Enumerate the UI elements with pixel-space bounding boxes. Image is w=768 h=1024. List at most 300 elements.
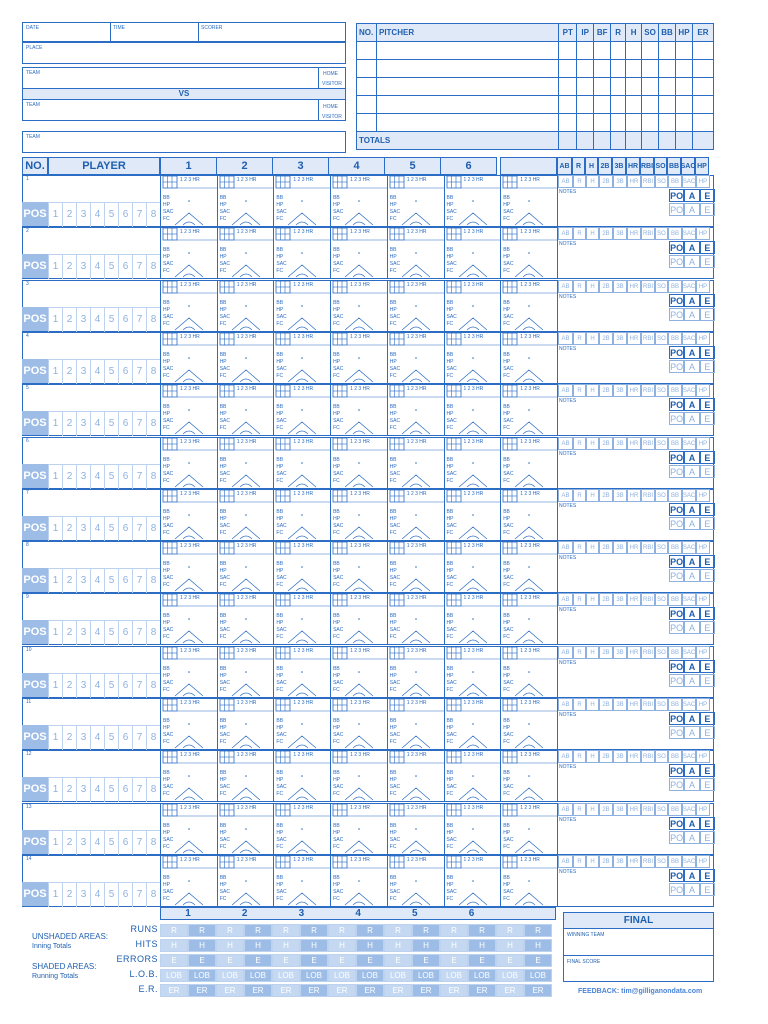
at-bat-cell[interactable]: [273, 855, 329, 907]
at-bat-cell[interactable]: [273, 541, 329, 593]
pitcher-cell[interactable]: [594, 78, 611, 96]
at-bat-cell[interactable]: [387, 332, 443, 384]
totals-cell[interactable]: ER: [272, 984, 300, 997]
pitcher-total-cell[interactable]: [626, 132, 642, 150]
pitcher-cell[interactable]: [594, 114, 611, 132]
totals-cell[interactable]: H: [468, 939, 496, 952]
pos-digit-4[interactable]: 4: [90, 465, 104, 489]
stat-cell-sac[interactable]: SAC: [682, 593, 696, 606]
stat-cell-r[interactable]: R: [573, 750, 586, 763]
stat-cell-ab[interactable]: AB: [558, 541, 573, 554]
stat-cell-rbi[interactable]: RBI: [641, 437, 655, 450]
stat-cell-3b[interactable]: 3B: [613, 698, 627, 711]
at-bat-cell[interactable]: [160, 489, 216, 541]
totals-cell[interactable]: R: [300, 924, 328, 937]
pitcher-cell[interactable]: [559, 114, 577, 132]
totals-cell[interactable]: E: [160, 954, 188, 967]
at-bat-cell[interactable]: [160, 437, 216, 489]
pos-digit-8[interactable]: 8: [146, 308, 160, 332]
po-a-e-cell-po[interactable]: PO: [670, 676, 684, 686]
pos-digit-1[interactable]: 1: [48, 203, 62, 227]
stat-cell-h[interactable]: H: [586, 593, 599, 606]
stat-cell-r[interactable]: R: [573, 175, 586, 188]
pos-digit-4[interactable]: 4: [90, 255, 104, 279]
at-bat-cell[interactable]: [330, 437, 386, 489]
pos-digit-5[interactable]: 5: [104, 726, 118, 750]
pitcher-cell[interactable]: [376, 114, 558, 132]
stat-cell-r[interactable]: R: [573, 593, 586, 606]
winning-team-field[interactable]: [564, 929, 713, 956]
at-bat-cell[interactable]: [387, 489, 443, 541]
totals-cell[interactable]: LOB: [160, 969, 188, 982]
at-bat-cell[interactable]: [500, 593, 556, 645]
pos-digit-3[interactable]: 3: [76, 621, 90, 645]
at-bat-cell[interactable]: [273, 803, 329, 855]
totals-cell[interactable]: ER: [188, 984, 216, 997]
pos-digit-3[interactable]: 3: [76, 778, 90, 802]
po-a-e-cell-po[interactable]: PO: [670, 362, 684, 372]
at-bat-cell[interactable]: [273, 227, 329, 279]
pos-digit-4[interactable]: 4: [90, 674, 104, 698]
stat-cell-sac[interactable]: SAC: [682, 437, 696, 450]
pos-digit-6[interactable]: 6: [118, 360, 132, 384]
totals-cell[interactable]: H: [188, 939, 216, 952]
at-bat-cell[interactable]: [330, 646, 386, 698]
stat-cell-bb[interactable]: BB: [668, 489, 682, 502]
pitcher-cell[interactable]: [577, 60, 594, 78]
pitcher-total-cell[interactable]: [559, 132, 577, 150]
pitcher-cell[interactable]: [611, 114, 626, 132]
pitcher-cell[interactable]: [626, 114, 642, 132]
pos-digit-4[interactable]: 4: [90, 412, 104, 436]
pitcher-cell[interactable]: [577, 96, 594, 114]
po-a-e-cell-a[interactable]: A: [684, 569, 699, 582]
pos-digit-5[interactable]: 5: [104, 621, 118, 645]
totals-cell[interactable]: ER: [384, 984, 412, 997]
totals-cell[interactable]: H: [328, 939, 356, 952]
po-a-e-cell-a[interactable]: A: [684, 674, 699, 687]
po-a-e-cell-e[interactable]: E: [700, 726, 715, 739]
stat-cell-r[interactable]: R: [573, 698, 586, 711]
stat-cell-bb[interactable]: BB: [668, 384, 682, 397]
stat-cell-hp[interactable]: HP: [696, 750, 710, 763]
pos-digit-6[interactable]: 6: [118, 883, 132, 907]
at-bat-cell[interactable]: [273, 332, 329, 384]
stat-cell-sac[interactable]: SAC: [682, 803, 696, 816]
stat-cell-rbi[interactable]: RBI: [641, 646, 655, 659]
stat-cell-so[interactable]: SO: [655, 750, 668, 763]
po-a-e-cell-po[interactable]: PO: [670, 623, 684, 633]
pitcher-cell[interactable]: [659, 78, 676, 96]
pos-digit-8[interactable]: 8: [146, 778, 160, 802]
stat-cell-sac[interactable]: SAC: [682, 489, 696, 502]
pos-digit-4[interactable]: 4: [90, 778, 104, 802]
stat-cell-r[interactable]: R: [573, 803, 586, 816]
pos-digit-6[interactable]: 6: [118, 412, 132, 436]
pitcher-total-cell[interactable]: [642, 132, 659, 150]
pos-digit-8[interactable]: 8: [146, 883, 160, 907]
at-bat-cell[interactable]: [500, 489, 556, 541]
pos-digit-3[interactable]: 3: [76, 412, 90, 436]
at-bat-cell[interactable]: [217, 227, 273, 279]
totals-cell[interactable]: R: [412, 924, 440, 937]
pos-digit-6[interactable]: 6: [118, 465, 132, 489]
pos-digit-7[interactable]: 7: [132, 621, 146, 645]
at-bat-cell[interactable]: [273, 384, 329, 436]
po-a-e-cell-po[interactable]: PO: [670, 728, 684, 738]
stat-cell-sac[interactable]: SAC: [682, 855, 696, 868]
pos-digit-4[interactable]: 4: [90, 726, 104, 750]
at-bat-cell[interactable]: [387, 593, 443, 645]
pos-digit-7[interactable]: 7: [132, 360, 146, 384]
pos-digit-2[interactable]: 2: [62, 569, 76, 593]
date-time-scorer-field[interactable]: [22, 22, 346, 42]
stat-cell-h[interactable]: H: [586, 280, 599, 293]
pitcher-cell[interactable]: [577, 114, 594, 132]
totals-cell[interactable]: LOB: [216, 969, 244, 982]
pitcher-cell[interactable]: [559, 78, 577, 96]
stat-cell-hp[interactable]: HP: [696, 593, 710, 606]
at-bat-cell[interactable]: [444, 698, 500, 750]
stat-cell-h[interactable]: H: [586, 332, 599, 345]
totals-cell[interactable]: LOB: [300, 969, 328, 982]
stat-cell-2b[interactable]: 2B: [599, 698, 613, 711]
pos-digit-2[interactable]: 2: [62, 517, 76, 541]
stat-cell-rbi[interactable]: RBI: [641, 855, 655, 868]
pos-digit-8[interactable]: 8: [146, 621, 160, 645]
stat-cell-sac[interactable]: SAC: [682, 384, 696, 397]
pos-digit-5[interactable]: 5: [104, 517, 118, 541]
at-bat-cell[interactable]: [217, 646, 273, 698]
stat-cell-sac[interactable]: SAC: [682, 280, 696, 293]
stat-cell-h[interactable]: H: [586, 175, 599, 188]
pos-digit-3[interactable]: 3: [76, 308, 90, 332]
at-bat-cell[interactable]: [273, 437, 329, 489]
stat-cell-hp[interactable]: HP: [696, 437, 710, 450]
stat-cell-ab[interactable]: AB: [558, 175, 573, 188]
stat-cell-so[interactable]: SO: [655, 541, 668, 554]
at-bat-cell[interactable]: [444, 541, 500, 593]
at-bat-cell[interactable]: [217, 280, 273, 332]
pitcher-cell[interactable]: [692, 78, 713, 96]
team-field[interactable]: [22, 131, 346, 153]
pitcher-cell[interactable]: [659, 42, 676, 60]
at-bat-cell[interactable]: [160, 803, 216, 855]
po-a-e-cell-a[interactable]: A: [684, 831, 699, 844]
pos-digit-7[interactable]: 7: [132, 883, 146, 907]
stat-cell-2b[interactable]: 2B: [599, 280, 613, 293]
pos-digit-3[interactable]: 3: [76, 569, 90, 593]
at-bat-cell[interactable]: [500, 698, 556, 750]
totals-cell[interactable]: ER: [524, 984, 552, 997]
stat-cell-so[interactable]: SO: [655, 803, 668, 816]
stat-cell-hp[interactable]: HP: [696, 175, 710, 188]
totals-cell[interactable]: LOB: [440, 969, 468, 982]
stat-cell-3b[interactable]: 3B: [613, 489, 627, 502]
at-bat-cell[interactable]: [160, 541, 216, 593]
po-a-e-cell-a[interactable]: A: [684, 203, 699, 216]
po-a-e-cell-a[interactable]: A: [684, 412, 699, 425]
pos-digit-8[interactable]: 8: [146, 203, 160, 227]
po-a-e-cell-e[interactable]: E: [700, 778, 715, 791]
po-a-e-cell-e[interactable]: E: [700, 203, 715, 216]
at-bat-cell[interactable]: [444, 227, 500, 279]
stat-cell-hr[interactable]: HR: [627, 803, 641, 816]
at-bat-cell[interactable]: [387, 175, 443, 227]
po-a-e-cell-e[interactable]: E: [700, 517, 715, 530]
totals-cell[interactable]: ER: [356, 984, 384, 997]
at-bat-cell[interactable]: [500, 384, 556, 436]
stat-cell-r[interactable]: R: [573, 227, 586, 240]
stat-cell-3b[interactable]: 3B: [613, 646, 627, 659]
pitcher-cell[interactable]: [376, 96, 558, 114]
stat-cell-3b[interactable]: 3B: [613, 541, 627, 554]
at-bat-cell[interactable]: [500, 541, 556, 593]
pitcher-cell[interactable]: [376, 42, 558, 60]
totals-cell[interactable]: ER: [468, 984, 496, 997]
pitcher-cell[interactable]: [626, 42, 642, 60]
pos-digit-2[interactable]: 2: [62, 465, 76, 489]
po-a-e-cell-a[interactable]: A: [684, 726, 699, 739]
stat-cell-r[interactable]: R: [573, 541, 586, 554]
stat-cell-bb[interactable]: BB: [668, 646, 682, 659]
po-a-e-cell-e[interactable]: E: [700, 412, 715, 425]
at-bat-cell[interactable]: [217, 698, 273, 750]
po-a-e-cell-a[interactable]: A: [684, 360, 699, 373]
stat-cell-r[interactable]: R: [573, 332, 586, 345]
stat-cell-2b[interactable]: 2B: [599, 227, 613, 240]
pos-digit-4[interactable]: 4: [90, 360, 104, 384]
totals-cell[interactable]: LOB: [244, 969, 272, 982]
pitcher-total-cell[interactable]: [577, 132, 594, 150]
stat-cell-rbi[interactable]: RBI: [641, 803, 655, 816]
stat-cell-h[interactable]: H: [586, 541, 599, 554]
totals-cell[interactable]: E: [328, 954, 356, 967]
po-a-e-cell-a[interactable]: A: [684, 465, 699, 478]
pos-digit-7[interactable]: 7: [132, 308, 146, 332]
pos-digit-6[interactable]: 6: [118, 726, 132, 750]
at-bat-cell[interactable]: [330, 227, 386, 279]
totals-cell[interactable]: E: [468, 954, 496, 967]
stat-cell-ab[interactable]: AB: [558, 332, 573, 345]
at-bat-cell[interactable]: [330, 175, 386, 227]
at-bat-cell[interactable]: [500, 803, 556, 855]
pos-digit-5[interactable]: 5: [104, 674, 118, 698]
pos-digit-2[interactable]: 2: [62, 831, 76, 855]
stat-cell-rbi[interactable]: RBI: [641, 280, 655, 293]
pitcher-cell[interactable]: [642, 42, 659, 60]
po-a-e-cell-a[interactable]: A: [684, 621, 699, 634]
totals-cell[interactable]: E: [384, 954, 412, 967]
at-bat-cell[interactable]: [500, 332, 556, 384]
pos-digit-8[interactable]: 8: [146, 831, 160, 855]
pos-digit-5[interactable]: 5: [104, 569, 118, 593]
pitcher-cell[interactable]: [357, 60, 377, 78]
totals-cell[interactable]: H: [300, 939, 328, 952]
stat-cell-hp[interactable]: HP: [696, 855, 710, 868]
pitcher-cell[interactable]: [642, 96, 659, 114]
totals-cell[interactable]: R: [524, 924, 552, 937]
stat-cell-ab[interactable]: AB: [558, 593, 573, 606]
totals-cell[interactable]: E: [356, 954, 384, 967]
pitcher-cell[interactable]: [594, 42, 611, 60]
at-bat-cell[interactable]: [444, 646, 500, 698]
stat-cell-2b[interactable]: 2B: [599, 175, 613, 188]
stat-cell-sac[interactable]: SAC: [682, 175, 696, 188]
stat-cell-h[interactable]: H: [586, 489, 599, 502]
stat-cell-r[interactable]: R: [573, 855, 586, 868]
pos-digit-2[interactable]: 2: [62, 621, 76, 645]
totals-cell[interactable]: E: [188, 954, 216, 967]
stat-cell-hr[interactable]: HR: [627, 541, 641, 554]
pos-digit-6[interactable]: 6: [118, 778, 132, 802]
stat-cell-so[interactable]: SO: [655, 384, 668, 397]
stat-cell-bb[interactable]: BB: [668, 280, 682, 293]
totals-cell[interactable]: ER: [412, 984, 440, 997]
at-bat-cell[interactable]: [444, 384, 500, 436]
stat-cell-3b[interactable]: 3B: [613, 593, 627, 606]
at-bat-cell[interactable]: [330, 384, 386, 436]
at-bat-cell[interactable]: [444, 175, 500, 227]
totals-cell[interactable]: ER: [300, 984, 328, 997]
pitcher-total-cell[interactable]: [594, 132, 611, 150]
stat-cell-so[interactable]: SO: [655, 855, 668, 868]
stat-cell-h[interactable]: H: [586, 698, 599, 711]
pos-digit-1[interactable]: 1: [48, 360, 62, 384]
stat-cell-hr[interactable]: HR: [627, 646, 641, 659]
pitcher-cell[interactable]: [676, 78, 693, 96]
pos-digit-2[interactable]: 2: [62, 674, 76, 698]
pos-digit-1[interactable]: 1: [48, 569, 62, 593]
pitcher-total-cell[interactable]: [659, 132, 676, 150]
totals-cell[interactable]: H: [216, 939, 244, 952]
pos-digit-5[interactable]: 5: [104, 203, 118, 227]
stat-cell-bb[interactable]: BB: [668, 541, 682, 554]
totals-cell[interactable]: E: [272, 954, 300, 967]
pos-digit-7[interactable]: 7: [132, 203, 146, 227]
at-bat-cell[interactable]: [273, 698, 329, 750]
stat-cell-2b[interactable]: 2B: [599, 803, 613, 816]
po-a-e-cell-po[interactable]: PO: [670, 885, 684, 895]
at-bat-cell[interactable]: [500, 646, 556, 698]
totals-cell[interactable]: ER: [328, 984, 356, 997]
at-bat-cell[interactable]: [217, 384, 273, 436]
pos-digit-1[interactable]: 1: [48, 412, 62, 436]
at-bat-cell[interactable]: [217, 437, 273, 489]
pos-digit-8[interactable]: 8: [146, 569, 160, 593]
pitcher-total-cell[interactable]: [676, 132, 693, 150]
stat-cell-rbi[interactable]: RBI: [641, 750, 655, 763]
pos-digit-7[interactable]: 7: [132, 778, 146, 802]
stat-cell-r[interactable]: R: [573, 280, 586, 293]
po-a-e-cell-e[interactable]: E: [700, 674, 715, 687]
stat-cell-rbi[interactable]: RBI: [641, 227, 655, 240]
player-name-field[interactable]: [48, 541, 160, 568]
totals-cell[interactable]: ER: [496, 984, 524, 997]
at-bat-cell[interactable]: [160, 593, 216, 645]
at-bat-cell[interactable]: [444, 593, 500, 645]
stat-cell-h[interactable]: H: [586, 437, 599, 450]
at-bat-cell[interactable]: [273, 750, 329, 802]
stat-cell-hp[interactable]: HP: [696, 280, 710, 293]
pitcher-cell[interactable]: [642, 60, 659, 78]
at-bat-cell[interactable]: [330, 593, 386, 645]
po-a-e-cell-e[interactable]: E: [700, 883, 715, 896]
pos-digit-7[interactable]: 7: [132, 674, 146, 698]
stat-cell-h[interactable]: H: [586, 384, 599, 397]
totals-cell[interactable]: LOB: [468, 969, 496, 982]
pitcher-cell[interactable]: [376, 60, 558, 78]
pos-digit-2[interactable]: 2: [62, 255, 76, 279]
stat-cell-hr[interactable]: HR: [627, 227, 641, 240]
totals-cell[interactable]: H: [384, 939, 412, 952]
totals-cell[interactable]: H: [356, 939, 384, 952]
stat-cell-bb[interactable]: BB: [668, 698, 682, 711]
po-a-e-cell-e[interactable]: E: [700, 465, 715, 478]
at-bat-cell[interactable]: [500, 175, 556, 227]
stat-cell-3b[interactable]: 3B: [613, 227, 627, 240]
totals-cell[interactable]: LOB: [496, 969, 524, 982]
home-team-field[interactable]: [22, 67, 346, 89]
at-bat-cell[interactable]: [387, 437, 443, 489]
pitcher-cell[interactable]: [577, 42, 594, 60]
pos-digit-6[interactable]: 6: [118, 308, 132, 332]
totals-cell[interactable]: R: [328, 924, 356, 937]
totals-cell[interactable]: LOB: [524, 969, 552, 982]
po-a-e-cell-a[interactable]: A: [684, 883, 699, 896]
po-a-e-cell-a[interactable]: A: [684, 778, 699, 791]
pos-digit-4[interactable]: 4: [90, 883, 104, 907]
pitcher-cell[interactable]: [357, 42, 377, 60]
pos-digit-6[interactable]: 6: [118, 569, 132, 593]
stat-cell-2b[interactable]: 2B: [599, 646, 613, 659]
pos-digit-5[interactable]: 5: [104, 831, 118, 855]
pitcher-cell[interactable]: [626, 60, 642, 78]
pos-digit-4[interactable]: 4: [90, 308, 104, 332]
at-bat-cell[interactable]: [217, 593, 273, 645]
pos-digit-6[interactable]: 6: [118, 621, 132, 645]
po-a-e-cell-po[interactable]: PO: [670, 414, 684, 424]
stat-cell-r[interactable]: R: [573, 384, 586, 397]
at-bat-cell[interactable]: [330, 855, 386, 907]
stat-cell-hp[interactable]: HP: [696, 227, 710, 240]
at-bat-cell[interactable]: [273, 280, 329, 332]
totals-cell[interactable]: LOB: [356, 969, 384, 982]
stat-cell-sac[interactable]: SAC: [682, 227, 696, 240]
stat-cell-rbi[interactable]: RBI: [641, 698, 655, 711]
pos-digit-1[interactable]: 1: [48, 883, 62, 907]
stat-cell-3b[interactable]: 3B: [613, 280, 627, 293]
at-bat-cell[interactable]: [387, 803, 443, 855]
player-name-field[interactable]: [48, 437, 160, 464]
stat-cell-rbi[interactable]: RBI: [641, 175, 655, 188]
stat-cell-hr[interactable]: HR: [627, 384, 641, 397]
pos-digit-8[interactable]: 8: [146, 465, 160, 489]
stat-cell-ab[interactable]: AB: [558, 646, 573, 659]
totals-cell[interactable]: LOB: [412, 969, 440, 982]
at-bat-cell[interactable]: [160, 332, 216, 384]
stat-cell-hp[interactable]: HP: [696, 489, 710, 502]
pitcher-cell[interactable]: [642, 78, 659, 96]
player-name-field[interactable]: [48, 175, 160, 202]
pitcher-cell[interactable]: [626, 96, 642, 114]
po-a-e-cell-po[interactable]: PO: [670, 257, 684, 267]
po-a-e-cell-a[interactable]: A: [684, 308, 699, 321]
at-bat-cell[interactable]: [387, 384, 443, 436]
pitcher-cell[interactable]: [659, 96, 676, 114]
at-bat-cell[interactable]: [160, 175, 216, 227]
player-name-field[interactable]: [48, 646, 160, 673]
